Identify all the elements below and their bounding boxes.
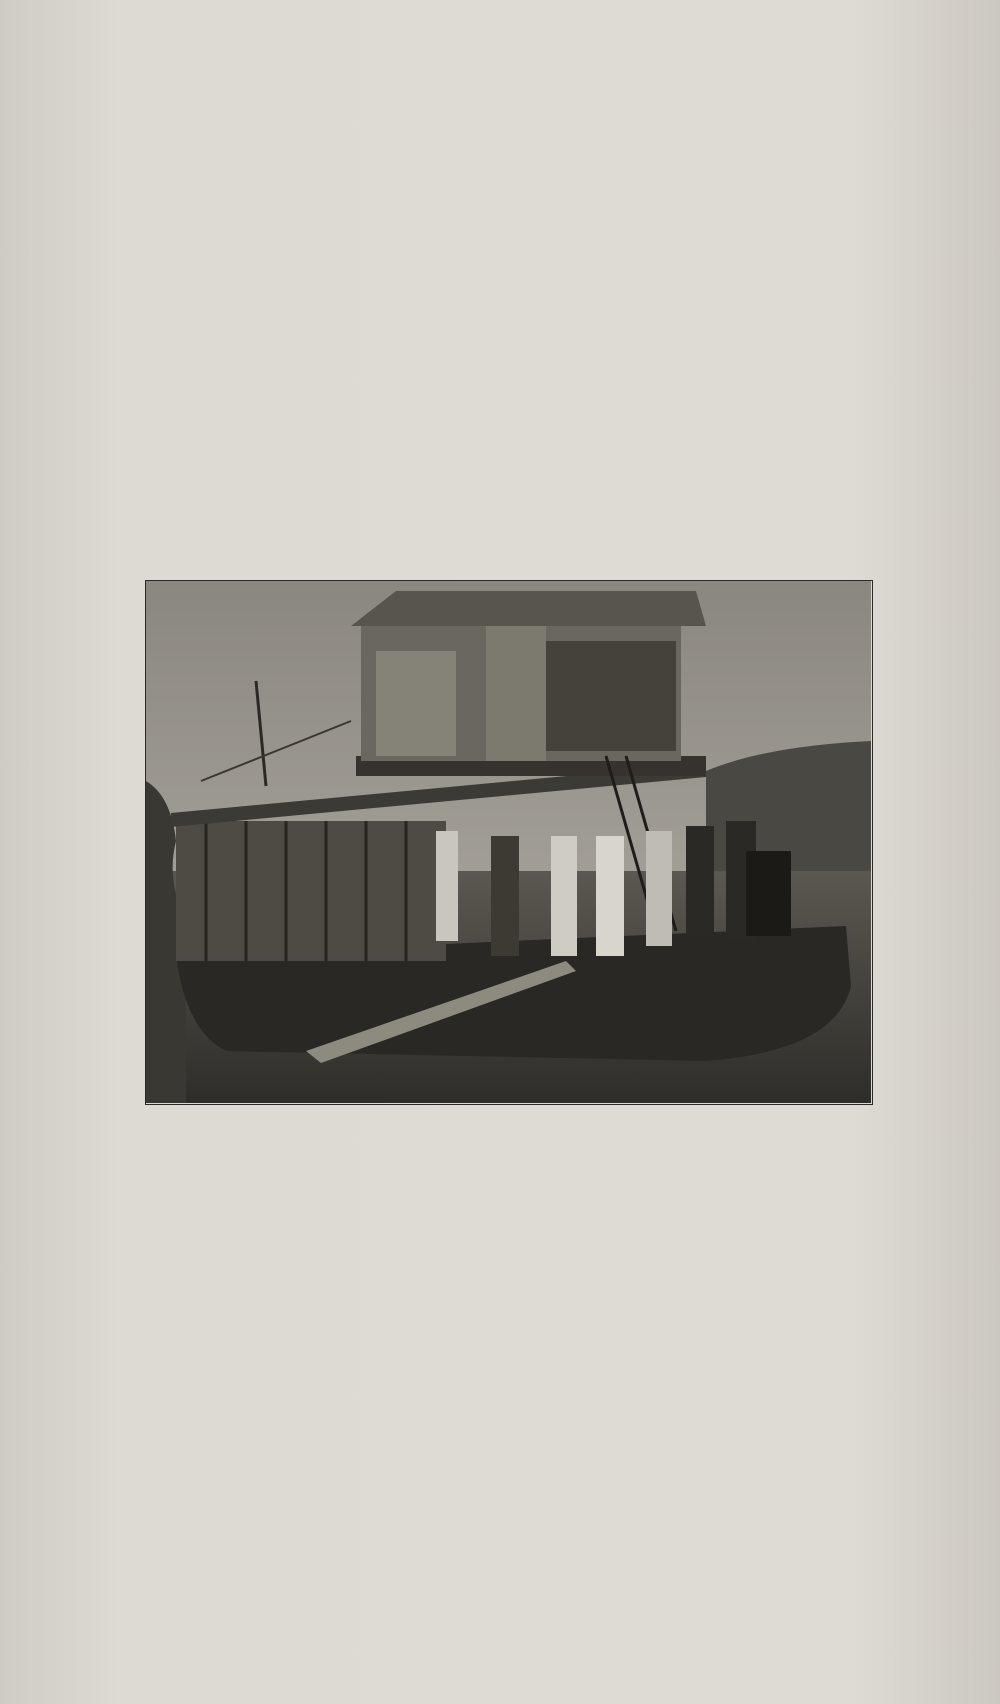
steamer-photograph [145,580,873,1105]
roof [351,591,706,626]
